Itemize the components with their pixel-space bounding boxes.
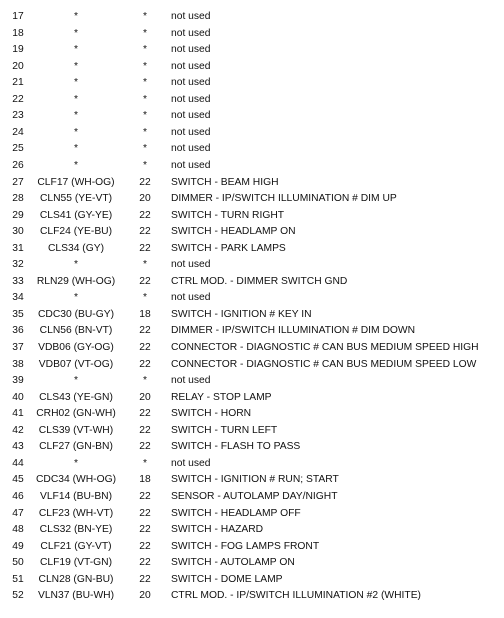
pin-number-cell: 37 [12,342,24,353]
gauge-cell: * [142,77,147,89]
function-cell: SWITCH - PARK LAMPS [171,242,286,254]
function-cell: SWITCH - FOG LAMPS FRONT [171,540,320,552]
table-row [0,108,504,125]
gauge-cell: * [142,27,147,39]
gauge-cell: * [142,60,147,72]
pin-number-cell: 34 [12,292,24,304]
function-cell: SWITCH - TURN LEFT [171,424,278,436]
pin-number-cell: 36 [12,325,24,337]
function-cell: not used [171,27,211,39]
table-row [0,125,504,142]
circuit-cell: CLF27 (GN-BN) [39,441,113,453]
function-cell: not used [171,143,211,155]
gauge-cell: 22 [139,441,151,453]
function-cell: RELAY - STOP LAMP [171,391,272,403]
circuit-cell: CDC30 (BU-GY) [37,308,115,320]
circuit-cell: CLS41 (GY-YE) [39,209,113,221]
gauge-cell: 22 [139,408,151,420]
function-cell: not used [171,292,211,304]
function-cell: SWITCH - HAZARD [171,524,264,536]
function-cell: SWITCH - HORN [171,408,252,420]
gauge-cell: 20 [139,590,151,602]
table-row [0,224,504,241]
gauge-cell: 22 [139,540,151,552]
pin-number-cell: 22 [12,93,24,105]
function-cell: DIMMER - IP/SWITCH ILLUMINATION # DIM DOWN [171,325,416,337]
circuit-cell: * [73,126,78,138]
function-cell: SWITCH - IGNITION # RUN; START [171,474,339,486]
table-row [0,489,504,506]
pin-number-cell: 26 [12,159,24,171]
gauge-cell: * [142,375,147,387]
circuit-cell: VDB07 (VT-OG) [38,358,114,370]
function-cell: CTRL MOD. - DIMMER SWITCH GND [171,275,348,287]
pin-number-cell: 45 [12,474,24,486]
circuit-cell: CLF21 (GY-VT) [40,540,112,552]
circuit-cell: CDC34 (WH-OG) [35,474,117,486]
pin-number-cell: 35 [12,308,24,320]
circuit-cell: CLF19 (VT-GN) [39,557,113,569]
table-row [0,42,504,59]
function-cell: not used [171,11,211,22]
circuit-cell: VLF14 (BU-BN) [39,490,113,502]
function-cell: CTRL MOD. - IP/SWITCH ILLUMINATION #2 (WHITE) [171,590,421,602]
pin-number-cell: 43 [12,441,24,453]
circuit-cell: * [73,143,78,155]
gauge-cell: * [142,457,147,469]
pin-number-cell: 19 [12,44,24,56]
circuit-cell: * [73,44,78,56]
table-row [0,456,504,473]
function-cell: not used [171,110,211,122]
gauge-cell: 22 [139,573,151,585]
pin-number-cell: 24 [12,126,24,138]
pin-number-cell: 33 [12,275,24,287]
table-row [0,439,504,456]
gauge-cell: * [142,110,147,122]
pin-number-cell: 29 [12,209,24,221]
gauge-cell: 22 [139,507,151,519]
pin-number-cell: 17 [12,11,24,22]
function-cell: SWITCH - HEADLAMP ON [171,226,296,238]
gauge-cell: 20 [139,193,151,205]
gauge-cell: 22 [139,325,151,337]
table-row [0,555,504,572]
gauge-cell: * [142,259,147,271]
circuit-cell: VDB06 (GY-OG) [38,342,114,353]
table-row [0,75,504,92]
table-row [0,290,504,307]
table-row [0,522,504,539]
circuit-cell: CLS43 (YE-GN) [39,391,113,403]
function-cell: not used [171,126,211,138]
function-cell: not used [171,375,211,387]
gauge-cell: 22 [139,358,151,370]
function-cell: CONNECTOR - DIAGNOSTIC # CAN BUS MEDIUM SPEED LOW [171,358,477,370]
circuit-cell: CLS39 (VT-WH) [38,424,114,436]
pin-number-cell: 28 [12,193,24,205]
gauge-cell: 22 [139,242,151,254]
table-row [0,257,504,274]
circuit-cell: * [73,110,78,122]
gauge-cell: 22 [139,342,151,353]
table-row [0,141,504,158]
pin-number-cell: 44 [12,457,24,469]
circuit-cell: * [73,259,78,271]
table-row [0,506,504,523]
pin-number-cell: 42 [12,424,24,436]
pin-number-cell: 51 [12,573,24,585]
table-row [0,390,504,407]
gauge-cell: 18 [139,308,151,320]
gauge-cell: * [142,143,147,155]
function-cell: SWITCH - FLASH TO PASS [171,441,301,453]
pin-number-cell: 20 [12,60,24,72]
table-row [0,340,504,357]
function-cell: not used [171,44,211,56]
pin-number-cell: 47 [12,507,24,519]
circuit-cell: CLF23 (WH-VT) [38,507,114,519]
table-row [0,539,504,556]
function-cell: SWITCH - DOME LAMP [171,573,283,585]
pin-number-cell: 49 [12,540,24,552]
function-cell: not used [171,457,211,469]
gauge-cell: 22 [139,524,151,536]
function-cell: CONNECTOR - DIAGNOSTIC # CAN BUS MEDIUM SPEED HIGH [171,342,479,353]
pin-number-cell: 32 [12,259,24,271]
table-row [0,59,504,76]
pin-number-cell: 52 [12,590,24,602]
pin-number-cell: 50 [12,557,24,569]
pin-number-cell: 23 [12,110,24,122]
circuit-cell: * [73,27,78,39]
table-row [0,588,504,605]
table-row [0,26,504,43]
pin-number-cell: 38 [12,358,24,370]
table-row [0,241,504,258]
gauge-cell: * [142,93,147,105]
pin-number-cell: 21 [12,77,24,89]
function-cell: SWITCH - IGNITION # KEY IN [171,308,312,320]
table-row [0,92,504,109]
circuit-cell: RLN29 (WH-OG) [36,275,116,287]
circuit-cell: CLF24 (YE-BU) [39,226,113,238]
circuit-cell: CLF17 (WH-OG) [37,176,115,188]
table-row [0,406,504,423]
pin-number-cell: 18 [12,27,24,39]
gauge-cell: 22 [139,275,151,287]
table-row [0,307,504,324]
gauge-cell: 22 [139,176,151,188]
gauge-cell: 20 [139,391,151,403]
circuit-cell: CLS34 (GY) [47,242,105,254]
circuit-cell: CLN28 (GN-BU) [38,573,114,585]
gauge-cell: 22 [139,226,151,238]
pin-number-cell: 31 [12,242,24,254]
gauge-cell: 22 [139,557,151,569]
gauge-cell: * [142,126,147,138]
table-row [0,373,504,390]
function-cell: SWITCH - BEAM HIGH [171,176,279,188]
gauge-cell: 22 [139,424,151,436]
function-cell: SENSOR - AUTOLAMP DAY/NIGHT [171,490,338,502]
function-cell: SWITCH - HEADLAMP OFF [171,507,301,519]
gauge-cell: 22 [139,490,151,502]
circuit-cell: * [73,60,78,72]
table-row [0,572,504,589]
table-row [0,9,504,26]
pin-number-cell: 27 [12,176,24,188]
gauge-cell: * [142,292,147,304]
gauge-cell: 18 [139,474,151,486]
table-row [0,208,504,225]
table-row [0,472,504,489]
table-row [0,191,504,208]
table-row [0,423,504,440]
circuit-cell: * [73,457,78,469]
function-cell: not used [171,60,211,72]
table-row [0,158,504,175]
function-cell: not used [171,259,211,271]
function-cell: DIMMER - IP/SWITCH ILLUMINATION # DIM UP [171,193,397,205]
pin-number-cell: 48 [12,524,24,536]
circuit-cell: * [73,375,78,387]
circuit-cell: * [73,93,78,105]
pin-number-cell: 39 [12,375,24,387]
circuit-cell: * [73,159,78,171]
circuit-cell: VLN37 (BU-WH) [37,590,115,602]
gauge-cell: * [142,11,147,22]
table-row [0,323,504,340]
function-cell: not used [171,159,211,171]
circuit-cell: CLS32 (BN-YE) [39,524,113,536]
function-cell: not used [171,77,211,89]
circuit-cell: * [73,77,78,89]
function-cell: SWITCH - AUTOLAMP ON [171,557,295,569]
gauge-cell: 22 [139,209,151,221]
table-row [0,274,504,291]
circuit-cell: CRH02 (GN-WH) [36,408,116,420]
table-row [0,175,504,192]
pin-number-cell: 30 [12,226,24,238]
circuit-cell: * [73,292,78,304]
gauge-cell: * [142,44,147,56]
function-cell: SWITCH - TURN RIGHT [171,209,285,221]
pin-number-cell: 25 [12,143,24,155]
table-row [0,357,504,374]
pin-number-cell: 41 [12,408,24,420]
pin-number-cell: 46 [12,490,24,502]
pin-number-cell: 40 [12,391,24,403]
circuit-cell: CLN55 (YE-VT) [39,193,113,205]
circuit-cell: CLN56 (BN-VT) [39,325,113,337]
function-cell: not used [171,93,211,105]
gauge-cell: * [142,159,147,171]
circuit-cell: * [73,11,78,22]
